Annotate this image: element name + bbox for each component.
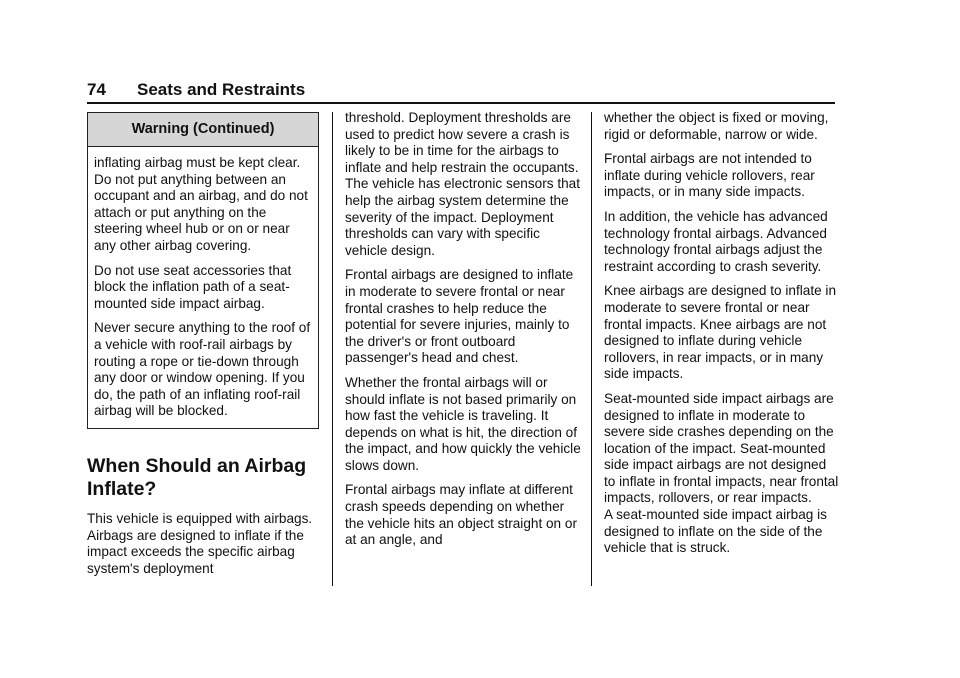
body-paragraph: In addition, the vehicle has advanced technology frontal airbags. Advanced technology frontal airbags adjust the restraint according to crash severity.	[604, 208, 828, 274]
warning-title: Warning (Continued)	[88, 113, 318, 147]
body-paragraph: threshold. Deployment thresholds are used to predict how severe a crash is likely to be in time for the airbags to inflate and help restrain the occupants. The vehicle has electronic sensors that help the airbag system determine the severity of the impact. Deployment thresholds can vary with specific vehicle design.	[345, 110, 580, 258]
header-rule	[87, 102, 835, 104]
body-paragraph: Frontal airbags are designed to inflate in moderate to severe frontal or near frontal crashes to help reduce the potential for severe injuries, mainly to the driver's or front outboard passenger's head and chest.	[345, 267, 574, 366]
warning-paragraph: Never secure anything to the roof of a vehicle with roof-rail airbags by routing a rope or tie-down through any door or window opening. If you do, the path of an inflating roof-rail airbag will be blocked.	[94, 320, 311, 419]
warning-box	[87, 112, 319, 429]
body-paragraph-last: A seat-mounted side impact airbag is designed to inflate on the side of the vehicle that is struck.	[604, 507, 827, 556]
body-paragraph: Frontal airbags may inflate at different crash speeds depending on whether the vehicle hits an object straight on or at an angle, and	[345, 482, 577, 548]
body-paragraph: whether the object is fixed or moving, rigid or deformable, narrow or wide.	[604, 110, 829, 142]
section-intro: This vehicle is equipped with airbags. Airbags are designed to inflate if the impact exceeds the specific airbag system's deployment	[87, 510, 313, 576]
body-paragraph: Whether the frontal airbags will or should inflate is not based primarily on how fast the vehicle is traveling. It depends on what is hit, the direction of the impact, and how quickly the vehicle slows down.	[345, 374, 581, 473]
page-header	[87, 80, 305, 100]
column-1	[87, 112, 319, 585]
column-divider-2	[591, 112, 592, 586]
section-heading: Seats and Restraints	[137, 80, 306, 99]
body-paragraph: Seat-mounted side impact airbags are designed to inflate in moderate to severe side crashes depending on the location of the impact. Seat-mounted side impact airbags are not designed to inflate in frontal impacts, near frontal impacts, rollovers, or rear impacts.	[604, 390, 839, 506]
column-3	[604, 110, 840, 565]
warning-paragraph: inflating airbag must be kept clear. Do not put anything between an occupant and an airbag, and do not attach or put anything on the steering wheel hub or on or near any other airbag covering.	[94, 155, 308, 253]
section-title: When Should an Airbag Inflate?	[87, 454, 307, 500]
warning-body	[88, 147, 318, 420]
body-paragraph: Knee airbags are designed to inflate in moderate to severe frontal or near frontal impacts. Knee airbags are not designed to inflate during vehicle rollovers, in rear impacts, or in many side impacts.	[604, 283, 837, 382]
body-paragraph: Frontal airbags are not intended to inflate during vehicle rollovers, rear impacts, or in many side impacts.	[604, 151, 815, 200]
column-2	[345, 110, 585, 557]
warning-paragraph: Do not use seat accessories that block the inflation path of a seat-mounted side impact airbag.	[94, 262, 292, 311]
page-number: 74	[87, 80, 106, 99]
column-divider-1	[332, 112, 333, 586]
